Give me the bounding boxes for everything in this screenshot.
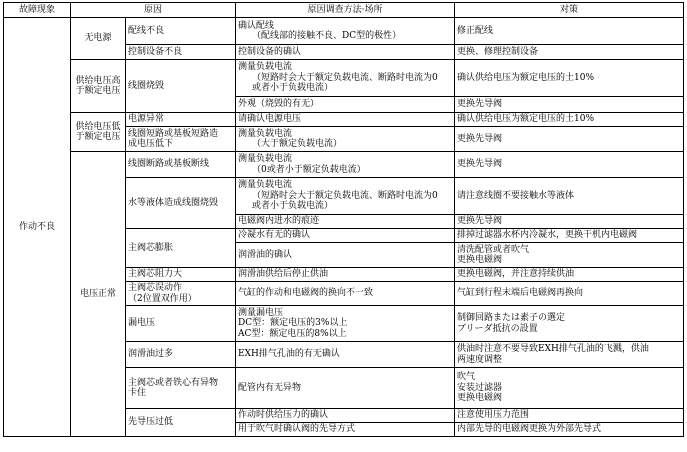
cause-line: 卡住 [128, 388, 147, 398]
action-cell: 更换先导阀 [455, 97, 684, 113]
method-line: （0或者小于额定负载电流） [252, 164, 366, 175]
group-no-power: 无电源 [71, 18, 126, 60]
action-line: 更换电磁阀 [457, 255, 503, 265]
action-line: 供油时注意不要导致EXH排气孔油的飞溅，供油 [457, 344, 649, 354]
method-line: （短路时会大于额定负载电流、断路时电流为0 [252, 190, 438, 201]
method-cell [236, 152, 455, 178]
table-row [4, 152, 684, 178]
method-cell [236, 306, 455, 342]
cause-cell [126, 368, 236, 409]
phenomenon-cell: 作动不良 [4, 18, 71, 437]
cause-cell: 控制设备不良 [126, 45, 236, 60]
method-line: AC型：额定电压的8%以上 [238, 328, 347, 339]
method-line: 测量负载电流 [238, 128, 293, 139]
header-phenomenon: 故障现象 [4, 3, 71, 18]
method-line: 测量漏电压 [238, 307, 284, 318]
cause-line: 主阀芯误动作 [128, 283, 183, 293]
method-cell: 冷凝水有无的确认 [236, 229, 455, 243]
action-line: 安装过滤器 [457, 382, 503, 393]
cause-cell: 线圈烧毁 [126, 60, 236, 113]
action-line: 两速度调整 [457, 354, 503, 365]
cause-line: 主阀芯或者铁心有异物 [128, 377, 219, 388]
method-line: 测量负载电流 [238, 180, 293, 191]
group-overvoltage: 供给电压高于额定电压 [71, 60, 126, 113]
header-row [4, 3, 684, 18]
action-cell: 内部先导的电磁阀更换为外部先导式 [455, 423, 684, 437]
table-row [4, 113, 684, 127]
cause-cell: 润滑油过多 [126, 342, 236, 368]
cause-cell: 漏电压 [126, 306, 236, 342]
cause-cell: 线圈断路或基板断线 [126, 152, 236, 178]
action-cell: 请注意线圈不要接触水等液体 [455, 178, 684, 215]
action-cell: 更换电磁阀，并注意持续供油 [455, 268, 684, 282]
cause-cell: 先导压过低 [126, 409, 236, 437]
method-line: （短路时会大于额定负载电流、断路时电流为0 [252, 72, 438, 83]
method-cell: 润滑油的确认 [236, 243, 455, 268]
cause-line: （2位置双作用） [128, 293, 197, 304]
method-cell: 电磁阀内进水的痕迹 [236, 215, 455, 229]
table-row [4, 18, 684, 45]
method-line: DC型：额定电压的3%以上 [238, 318, 348, 329]
action-cell: 更换先导阀 [455, 215, 684, 229]
method-line: 测量负载电流 [238, 62, 293, 73]
group-normal: 电压正常 [71, 152, 126, 437]
method-cell: 气缸的作动和电磁阀的换向不一致 [236, 282, 455, 306]
cause-cell: 配线不良 [126, 18, 236, 45]
action-cell: 气缸到行程末端后电磁阀再换向 [455, 282, 684, 306]
action-cell: 确认供给电压为额定电压的土10% [455, 113, 684, 127]
method-cell [236, 178, 455, 215]
method-cell: 润滑油供给后停止供油 [236, 268, 455, 282]
action-cell: 确认供给电压为额定电压的土10% [455, 60, 684, 97]
header-cause: 原因 [71, 3, 236, 18]
method-cell: EXH排气孔油的有无确认 [236, 342, 455, 368]
action-line: 吹气 [457, 372, 476, 383]
action-cell: 修正配线 [455, 18, 684, 45]
cause-cell: 主阀芯膨胀 [126, 229, 236, 268]
method-line: 或者小于负载电流） [252, 201, 334, 212]
cause-cell: 水等液体造成线圈烧毁 [126, 178, 236, 229]
method-cell: 用于吹气时确认阀的先导方式 [236, 423, 455, 437]
method-cell: 作动时供给压力的确认 [236, 409, 455, 423]
method-line: 测量负载电流 [238, 154, 293, 164]
cause-cell [126, 127, 236, 152]
method-line: （配线部的接触不良、DC型的极性） [252, 31, 402, 41]
cause-line: 线圈短路或基板短路造 [128, 128, 219, 139]
table-row [4, 60, 684, 97]
action-cell: 更换先导阀 [455, 127, 684, 152]
cause-cell: 主阀芯阻力大 [126, 268, 236, 282]
cause-line: 成电压低下 [128, 139, 174, 149]
method-cell [236, 60, 455, 97]
method-cell: 控制设备的确认 [236, 45, 455, 60]
cause-cell: 电源异常 [126, 113, 236, 127]
action-cell: 注意使用压力范围 [455, 409, 684, 423]
action-cell [455, 342, 684, 368]
action-cell [455, 368, 684, 409]
method-cell: 配管内有无异物 [236, 368, 455, 409]
action-cell: 排掉过滤器水杯内冷凝水，更换干机内电磁阀 [455, 229, 684, 243]
cause-cell [126, 282, 236, 306]
action-cell: 更换先导阀 [455, 152, 684, 178]
header-method: 原因调查方法·场所 [236, 3, 455, 18]
action-line: 清洗配管或者吹气 [457, 244, 530, 255]
action-line: 更换电磁阀 [457, 393, 503, 404]
method-line: （大于额定负载电流） [252, 139, 343, 149]
method-cell: 外观（烧毁的有无） [236, 97, 455, 113]
action-line: ブリーダ抵抗の設置 [457, 323, 538, 334]
group-undervoltage: 供给电压低于额定电压 [71, 113, 126, 152]
method-cell [236, 18, 455, 45]
method-cell: 请确认电源电压 [236, 113, 455, 127]
method-line: 确认配线 [238, 20, 275, 31]
method-cell [236, 127, 455, 152]
header-action: 对策 [455, 3, 684, 18]
action-cell [455, 306, 684, 342]
method-line: 或者小于负载电流） [252, 83, 334, 94]
action-cell [455, 243, 684, 268]
fault-table [3, 2, 684, 437]
action-line: 制御回路または素子の選定 [457, 313, 566, 323]
fault-table-container [3, 2, 684, 437]
action-cell: 更换、修理控制设备 [455, 45, 684, 60]
